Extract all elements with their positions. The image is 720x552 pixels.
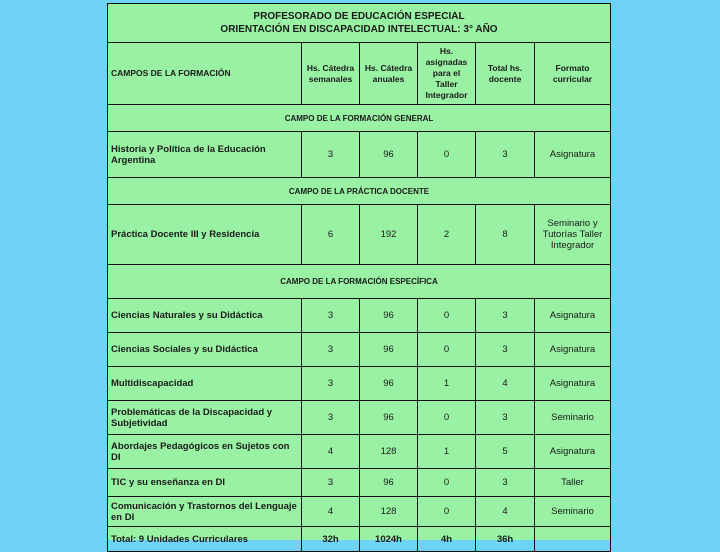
total-hs-semanales: 32h (302, 527, 360, 552)
row-total: 3 (476, 132, 535, 178)
header-hs-anuales: Hs. Cátedra anuales (360, 43, 418, 105)
header-campos: CAMPOS DE LA FORMACIÓN (108, 43, 302, 105)
row-hs-anuales: 128 (360, 435, 418, 469)
header-hs-semanales: Hs. Cátedra semanales (302, 43, 360, 105)
table-row (108, 299, 611, 333)
row-hs-anuales: 96 (360, 299, 418, 333)
row-hs-taller: 0 (418, 132, 476, 178)
row-name: Práctica Docente III y Residencia (108, 205, 302, 265)
row-hs-semanales: 4 (302, 435, 360, 469)
row-hs-anuales: 96 (360, 401, 418, 435)
row-formato: Asignatura (535, 333, 611, 367)
row-total: 4 (476, 367, 535, 401)
row-hs-taller: 0 (418, 497, 476, 527)
row-formato: Asignatura (535, 435, 611, 469)
row-name: Problemáticas de la Discapacidad y Subjetividad (108, 401, 302, 435)
row-hs-semanales: 3 (302, 299, 360, 333)
table-row (108, 132, 611, 178)
row-hs-anuales: 96 (360, 333, 418, 367)
title-row (108, 4, 611, 43)
row-hs-taller: 1 (418, 435, 476, 469)
row-total: 5 (476, 435, 535, 469)
row-formato: Seminario (535, 497, 611, 527)
total-label: Total: 9 Unidades Curriculares (108, 527, 302, 552)
row-hs-anuales: 192 (360, 205, 418, 265)
row-hs-semanales: 6 (302, 205, 360, 265)
table-row (108, 367, 611, 401)
row-hs-taller: 0 (418, 469, 476, 497)
curriculum-table (107, 3, 611, 552)
row-hs-semanales: 3 (302, 132, 360, 178)
table-row (108, 435, 611, 469)
row-hs-anuales: 128 (360, 497, 418, 527)
row-name: Ciencias Sociales y su Didáctica (108, 333, 302, 367)
row-total: 4 (476, 497, 535, 527)
row-hs-anuales: 96 (360, 132, 418, 178)
section-row (108, 105, 611, 132)
row-name: Multidiscapacidad (108, 367, 302, 401)
row-formato: Asignatura (535, 367, 611, 401)
table-row (108, 205, 611, 265)
row-hs-taller: 0 (418, 401, 476, 435)
row-total: 3 (476, 469, 535, 497)
row-total: 3 (476, 333, 535, 367)
title-line-2: ORIENTACIÓN EN DISCAPACIDAD INTELECTUAL: 3° AÑO (220, 24, 498, 35)
table-row (108, 497, 611, 527)
row-name: TIC y su enseñanza en DI (108, 469, 302, 497)
row-hs-semanales: 3 (302, 333, 360, 367)
table-row (108, 401, 611, 435)
row-name: Historia y Política de la Educación Argentina (108, 132, 302, 178)
row-formato: Asignatura (535, 299, 611, 333)
section-general: CAMPO DE LA FORMACIÓN GENERAL (108, 105, 611, 132)
header-total-docente: Total hs. docente (476, 43, 535, 105)
header-row (108, 43, 611, 105)
row-name: Ciencias Naturales y su Didáctica (108, 299, 302, 333)
row-name: Abordajes Pedagógicos en Sujetos con DI (108, 435, 302, 469)
section-row (108, 265, 611, 299)
row-formato: Asignatura (535, 132, 611, 178)
total-hs-taller: 4h (418, 527, 476, 552)
row-total: 3 (476, 401, 535, 435)
row-hs-semanales: 3 (302, 367, 360, 401)
row-hs-anuales: 96 (360, 367, 418, 401)
table-row (108, 469, 611, 497)
total-docente: 36h (476, 527, 535, 552)
row-hs-semanales: 4 (302, 497, 360, 527)
total-formato (535, 527, 611, 552)
total-row (108, 527, 611, 552)
row-name: Comunicación y Trastornos del Lenguaje en DI (108, 497, 302, 527)
table-title (108, 4, 611, 43)
row-hs-taller: 0 (418, 333, 476, 367)
section-practica: CAMPO DE LA PRÁCTICA DOCENTE (108, 178, 611, 205)
row-total: 8 (476, 205, 535, 265)
section-especifica: CAMPO DE LA FORMACIÓN ESPECÍFICA (108, 265, 611, 299)
row-hs-semanales: 3 (302, 469, 360, 497)
row-formato: Seminario y Tutorías Taller Integrador (535, 205, 611, 265)
row-hs-semanales: 3 (302, 401, 360, 435)
curriculum-sheet (107, 3, 610, 545)
row-hs-taller: 2 (418, 205, 476, 265)
table-row (108, 333, 611, 367)
total-hs-anuales: 1024h (360, 527, 418, 552)
row-total: 3 (476, 299, 535, 333)
header-hs-taller: Hs. asignadas para el Taller Integrador (418, 43, 476, 105)
title-line-1: PROFESORADO DE EDUCACIÓN ESPECIAL (253, 11, 465, 22)
section-row (108, 178, 611, 205)
header-formato: Formato curricular (535, 43, 611, 105)
row-formato: Taller (535, 469, 611, 497)
row-hs-taller: 0 (418, 299, 476, 333)
row-hs-taller: 1 (418, 367, 476, 401)
row-formato: Seminario (535, 401, 611, 435)
row-hs-anuales: 96 (360, 469, 418, 497)
